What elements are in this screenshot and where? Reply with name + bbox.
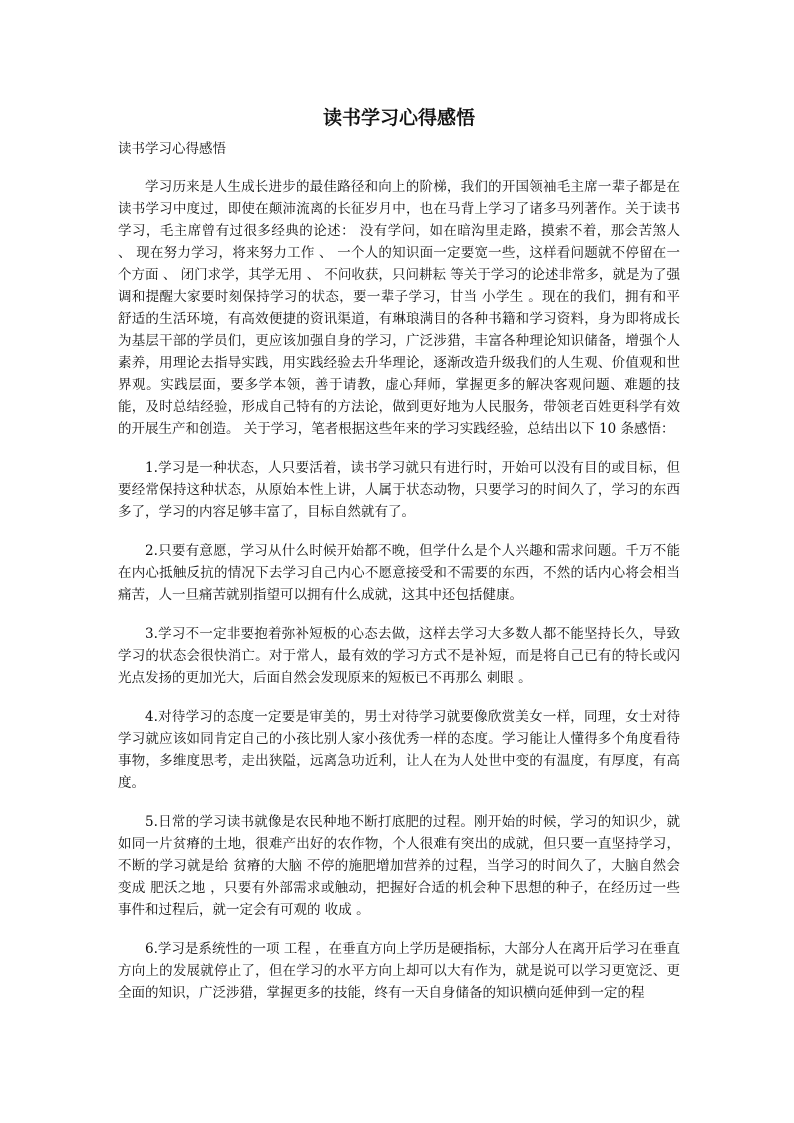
document-page [118,104,680,1021]
page-title: 读书学习心得感悟 [322,107,475,129]
paragraph-insight-2: 2.只要有意愿，学习从什么时候开始都不晚，但学什么是个人兴趣和需求问题。千万不能在内心抵触反抗的情况下去学习自己内心不愿意接受和不需要的东西，不然的话内心将会相当痛苦，人一旦痛苦就别指望可以拥有什么成就，这其中还包括健康。 [118,543,680,603]
paragraph-insight-5: 5.日常的学习读书就像是农民种地不断打底肥的过程。刚开始的时候，学习的知识少，就如同一片贫瘠的土地，很难产出好的农作物，个人很难有突出的成就，但只要一直坚持学习，不断的学习就是给 贫瘠的大脑 不停的施肥增加营养的过程，当学习的时间久了，大脑自然会变成 肥沃之地 ，只要有外部需求或触动，把握好合适的机会种下思想的种子，在经历过一些事件和过程后，就一定会有可观的 收成 。 [118,814,680,918]
document-subtitle: 读书学习心得感悟 [118,141,226,157]
paragraph-insight-6: 6.学习是系统性的一项 工程 ，在垂直方向上学历是硬指标，大部分人在离开后学习在垂直方向上的发展就停止了，但在学习的水平方向上却可以大有作为，就是说可以学习更宽泛、更全面的知识，广泛涉猎，掌握更多的技能，终有一天自身储备的知识横向延伸到一定的程 [118,941,680,1001]
paragraph-intro: 学习历来是人生成长进步的最佳路径和向上的阶梯，我们的开国领袖毛主席一辈子都是在读书学习中度过，即使在颠沛流离的长征岁月中，也在马背上学习了诸多马列著作。关于读书学习，毛主席曾有过很多经典的论述： 没有学问，如在暗沟里走路，摸索不着，那会苦煞人 、 现在努力学习，将来努力工作 、 一个人的知识面一定要宽一些，这样看问题就不停留在一个方面 、 闭门求学，其学无用 、 不问收获，只问耕耘 等关于学习的论述非常多，就是为了强调和提醒大家要时刻保持学习的状态，要一辈子学习，甘当 小学生 。现在的我们，拥有和平舒适的生活环境，有高效便捷的资讯渠道，有琳琅满目的各种书籍和学习资料，身为即将成长为基层干部的学员们，更应该加强自身的学习，广泛涉猎，丰富各种理论知识储备，增强个人素养，用理论去指导实践，用实践经验去升华理论，逐渐改造升级我们的人生观、价值观和世界观。实践层面，要多学本领，善于请教，虚心拜师，掌握更多的解决客观问题、难题的技能，及时总结经验，形成自己特有的方法论，做到更好地为人民服务，带领老百姓更科学有效的开展生产和创造。 关于学习，笔者根据这些年来的学习实践经验，总结出以下 10 条感悟： [118,179,680,437]
paragraph-insight-4: 4.对待学习的态度一定要是审美的，男士对待学习就要像欣赏美女一样，同理，女士对待学习就应该如同肯定自己的小孩比别人家小孩优秀一样的态度。学习能让人懂得多个角度看待事物，多维度思考，走出狭隘，远离急功近利，让人在为人处世中变的有温度，有厚度，有高度。 [118,709,680,791]
paragraph-insight-1: 1.学习是一种状态，人只要活着，读书学习就只有进行时，开始可以没有目的或目标，但要经常保持这种状态，从原始本性上讲，人属于状态动物，只要学习的时间久了，学习的东西多了，学习的内容足够丰富了，目标自然就有了。 [118,460,680,520]
paragraph-insight-3: 3.学习不一定非要抱着弥补短板的心态去做，这样去学习大多数人都不能坚持长久，导致学习的状态会很快消亡。对于常人，最有效的学习方式不是补短，而是将自己已有的特长或闪光点发扬的更加光大，后面自然会发现原来的短板已不再那么 刺眼 。 [118,626,680,686]
